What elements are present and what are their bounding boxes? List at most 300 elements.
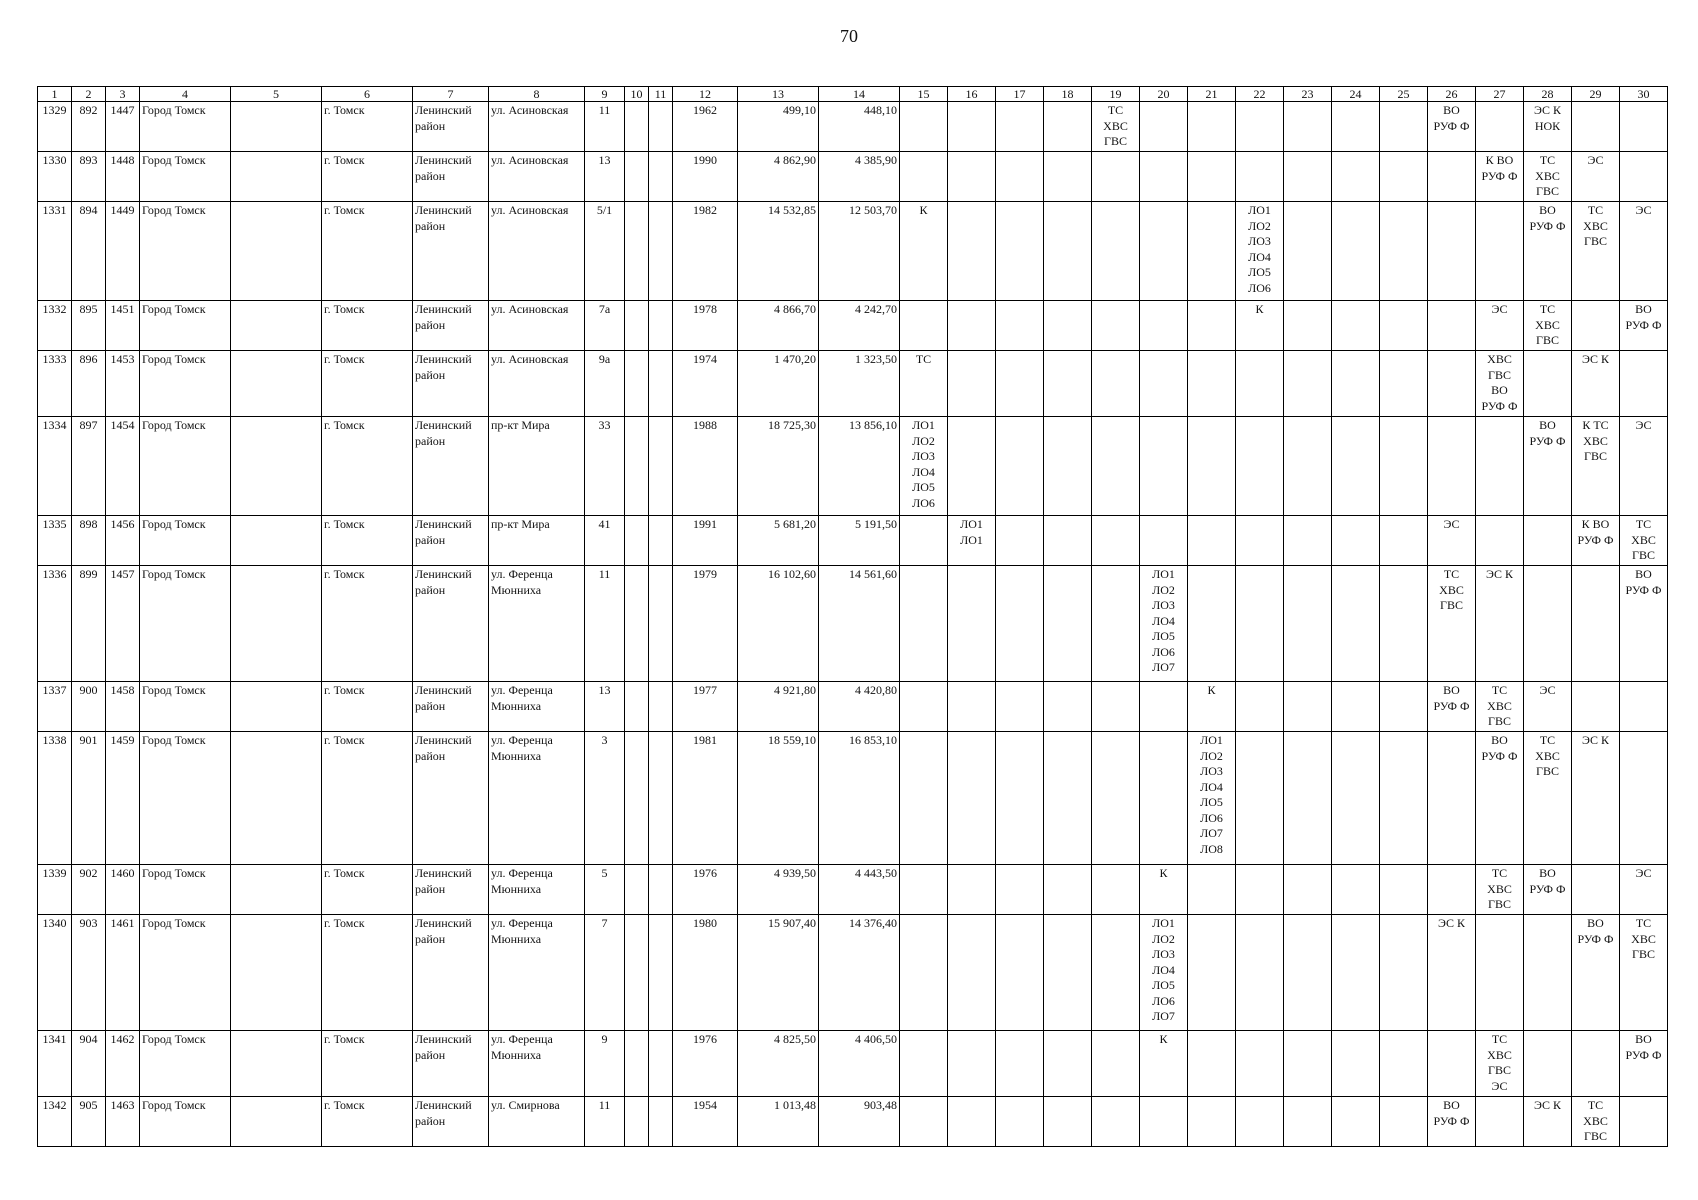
work-period-column-18-cell bbox=[1044, 417, 1092, 516]
work-period-column-17-cell bbox=[996, 682, 1044, 732]
work-period-column-15-cell bbox=[900, 1031, 948, 1097]
municipality-cell: Город Томск bbox=[140, 351, 231, 417]
total-area-cell: 1 470,20 bbox=[738, 351, 819, 417]
settlement-cell: г. Томск bbox=[322, 682, 413, 732]
work-period-column-26-cell: ВО РУФ Ф bbox=[1428, 1097, 1476, 1147]
district-cell: Ленинский район bbox=[413, 865, 489, 915]
total-area-cell: 5 681,20 bbox=[738, 516, 819, 566]
row-number-cell: 1342 bbox=[38, 1097, 72, 1147]
work-period-column-23-cell bbox=[1284, 202, 1332, 301]
work-period-column-29-cell bbox=[1572, 301, 1620, 351]
table-row bbox=[38, 1031, 1668, 1097]
living-area-cell: 4 385,90 bbox=[819, 152, 900, 202]
record-number-cell: 1461 bbox=[106, 915, 140, 1031]
column-number-30: 30 bbox=[1620, 87, 1668, 102]
work-period-column-22-cell bbox=[1236, 417, 1284, 516]
work-period-column-26-cell bbox=[1428, 152, 1476, 202]
work-period-column-26-cell bbox=[1428, 865, 1476, 915]
work-period-column-20-cell bbox=[1140, 682, 1188, 732]
row-number-cell: 1332 bbox=[38, 301, 72, 351]
row-number-cell: 1341 bbox=[38, 1031, 72, 1097]
work-period-column-17-cell bbox=[996, 417, 1044, 516]
column-number-17: 17 bbox=[996, 87, 1044, 102]
record-number-cell: 1451 bbox=[106, 301, 140, 351]
column-10-cell bbox=[625, 1097, 649, 1147]
work-period-column-15-cell: К bbox=[900, 202, 948, 301]
street-cell: ул. Ференца Мюнниха bbox=[489, 682, 585, 732]
work-period-column-18-cell bbox=[1044, 915, 1092, 1031]
work-period-column-19-cell bbox=[1092, 301, 1140, 351]
work-period-column-23-cell bbox=[1284, 301, 1332, 351]
street-cell: ул. Асиновская bbox=[489, 102, 585, 152]
column-10-cell bbox=[625, 102, 649, 152]
settlement-cell: г. Томск bbox=[322, 1031, 413, 1097]
column-number-5: 5 bbox=[231, 87, 322, 102]
work-period-column-15-cell bbox=[900, 516, 948, 566]
work-period-column-18-cell bbox=[1044, 682, 1092, 732]
work-period-column-19-cell bbox=[1092, 516, 1140, 566]
living-area-cell: 4 406,50 bbox=[819, 1031, 900, 1097]
living-area-cell: 1 323,50 bbox=[819, 351, 900, 417]
record-number-cell: 1457 bbox=[106, 566, 140, 682]
work-period-column-21-cell bbox=[1188, 566, 1236, 682]
work-period-column-16-cell bbox=[948, 732, 996, 865]
district-cell: Ленинский район bbox=[413, 301, 489, 351]
work-period-column-25-cell bbox=[1380, 1031, 1428, 1097]
column-number-20: 20 bbox=[1140, 87, 1188, 102]
work-period-column-20-cell bbox=[1140, 417, 1188, 516]
work-period-column-17-cell bbox=[996, 152, 1044, 202]
column-11-cell bbox=[649, 682, 673, 732]
work-period-column-18-cell bbox=[1044, 1031, 1092, 1097]
work-period-column-19-cell bbox=[1092, 152, 1140, 202]
work-period-column-17-cell bbox=[996, 865, 1044, 915]
column-5-cell bbox=[231, 915, 322, 1031]
column-11-cell bbox=[649, 102, 673, 152]
work-period-column-23-cell bbox=[1284, 516, 1332, 566]
work-period-column-16-cell bbox=[948, 152, 996, 202]
work-period-column-28-cell: ТС ХВС ГВС bbox=[1524, 301, 1572, 351]
work-period-column-28-cell: ВО РУФ Ф bbox=[1524, 865, 1572, 915]
work-period-column-19-cell bbox=[1092, 1031, 1140, 1097]
work-period-column-27-cell: ТС ХВС ГВС bbox=[1476, 682, 1524, 732]
municipality-cell: Город Томск bbox=[140, 301, 231, 351]
work-period-column-18-cell bbox=[1044, 1097, 1092, 1147]
work-period-column-22-cell bbox=[1236, 516, 1284, 566]
work-period-column-19-cell bbox=[1092, 417, 1140, 516]
building-number-cell: 893 bbox=[72, 152, 106, 202]
work-period-column-29-cell: ЭС bbox=[1572, 152, 1620, 202]
record-number-cell: 1447 bbox=[106, 102, 140, 152]
district-cell: Ленинский район bbox=[413, 566, 489, 682]
work-period-column-23-cell bbox=[1284, 1031, 1332, 1097]
work-period-column-29-cell bbox=[1572, 1031, 1620, 1097]
work-period-column-20-cell: ЛО1 ЛО2 ЛО3 ЛО4 ЛО5 ЛО6 ЛО7 bbox=[1140, 915, 1188, 1031]
work-period-column-26-cell: ЭС К bbox=[1428, 915, 1476, 1031]
work-period-column-22-cell bbox=[1236, 566, 1284, 682]
total-area-cell: 1 013,48 bbox=[738, 1097, 819, 1147]
municipality-cell: Город Томск bbox=[140, 152, 231, 202]
work-period-column-30-cell: ТС ХВС ГВС bbox=[1620, 516, 1668, 566]
record-number-cell: 1458 bbox=[106, 682, 140, 732]
work-period-column-24-cell bbox=[1332, 351, 1380, 417]
column-number-4: 4 bbox=[140, 87, 231, 102]
work-period-column-23-cell bbox=[1284, 915, 1332, 1031]
work-period-column-16-cell bbox=[948, 1031, 996, 1097]
year-built-cell: 1988 bbox=[673, 417, 738, 516]
work-period-column-18-cell bbox=[1044, 865, 1092, 915]
work-period-column-27-cell bbox=[1476, 516, 1524, 566]
column-number-28: 28 bbox=[1524, 87, 1572, 102]
year-built-cell: 1979 bbox=[673, 566, 738, 682]
living-area-cell: 12 503,70 bbox=[819, 202, 900, 301]
building-number-cell: 904 bbox=[72, 1031, 106, 1097]
street-cell: ул. Ференца Мюнниха bbox=[489, 915, 585, 1031]
year-built-cell: 1982 bbox=[673, 202, 738, 301]
street-cell: ул. Асиновская bbox=[489, 202, 585, 301]
work-period-column-26-cell bbox=[1428, 301, 1476, 351]
column-10-cell bbox=[625, 516, 649, 566]
total-area-cell: 4 825,50 bbox=[738, 1031, 819, 1097]
work-period-column-19-cell bbox=[1092, 865, 1140, 915]
column-number-11: 11 bbox=[649, 87, 673, 102]
living-area-cell: 14 376,40 bbox=[819, 915, 900, 1031]
column-number-10: 10 bbox=[625, 87, 649, 102]
house-number-cell: 13 bbox=[585, 682, 625, 732]
housing-register-table bbox=[37, 86, 1668, 1147]
column-10-cell bbox=[625, 865, 649, 915]
work-period-column-27-cell bbox=[1476, 915, 1524, 1031]
work-period-column-17-cell bbox=[996, 1031, 1044, 1097]
work-period-column-30-cell bbox=[1620, 1097, 1668, 1147]
page-number: 70 bbox=[840, 26, 858, 46]
work-period-column-16-cell bbox=[948, 865, 996, 915]
work-period-column-28-cell bbox=[1524, 1031, 1572, 1097]
column-5-cell bbox=[231, 516, 322, 566]
work-period-column-29-cell: ТС ХВС ГВС bbox=[1572, 202, 1620, 301]
row-number-cell: 1333 bbox=[38, 351, 72, 417]
work-period-column-27-cell: ТС ХВС ГВС bbox=[1476, 865, 1524, 915]
work-period-column-26-cell: ТС ХВС ГВС bbox=[1428, 566, 1476, 682]
work-period-column-30-cell bbox=[1620, 102, 1668, 152]
year-built-cell: 1954 bbox=[673, 1097, 738, 1147]
table-row bbox=[38, 202, 1668, 301]
year-built-cell: 1978 bbox=[673, 301, 738, 351]
work-period-column-15-cell: ТС bbox=[900, 351, 948, 417]
work-period-column-27-cell bbox=[1476, 417, 1524, 516]
work-period-column-20-cell bbox=[1140, 1097, 1188, 1147]
table-row bbox=[38, 417, 1668, 516]
year-built-cell: 1962 bbox=[673, 102, 738, 152]
building-number-cell: 899 bbox=[72, 566, 106, 682]
column-11-cell bbox=[649, 1031, 673, 1097]
column-10-cell bbox=[625, 417, 649, 516]
work-period-column-24-cell bbox=[1332, 301, 1380, 351]
year-built-cell: 1990 bbox=[673, 152, 738, 202]
street-cell: пр-кт Мира bbox=[489, 417, 585, 516]
work-period-column-26-cell: ВО РУФ Ф bbox=[1428, 102, 1476, 152]
work-period-column-20-cell bbox=[1140, 202, 1188, 301]
work-period-column-29-cell bbox=[1572, 566, 1620, 682]
column-5-cell bbox=[231, 351, 322, 417]
work-period-column-18-cell bbox=[1044, 102, 1092, 152]
living-area-cell: 16 853,10 bbox=[819, 732, 900, 865]
work-period-column-19-cell bbox=[1092, 732, 1140, 865]
work-period-column-27-cell bbox=[1476, 202, 1524, 301]
work-period-column-24-cell bbox=[1332, 102, 1380, 152]
work-period-column-26-cell: ВО РУФ Ф bbox=[1428, 682, 1476, 732]
work-period-column-29-cell bbox=[1572, 865, 1620, 915]
year-built-cell: 1976 bbox=[673, 865, 738, 915]
work-period-column-28-cell: ВО РУФ Ф bbox=[1524, 202, 1572, 301]
work-period-column-21-cell bbox=[1188, 865, 1236, 915]
work-period-column-23-cell bbox=[1284, 417, 1332, 516]
column-10-cell bbox=[625, 566, 649, 682]
work-period-column-16-cell bbox=[948, 682, 996, 732]
street-cell: ул. Асиновская bbox=[489, 301, 585, 351]
column-number-row bbox=[38, 87, 1668, 102]
settlement-cell: г. Томск bbox=[322, 865, 413, 915]
work-period-column-15-cell bbox=[900, 566, 948, 682]
work-period-column-22-cell bbox=[1236, 1031, 1284, 1097]
work-period-column-24-cell bbox=[1332, 417, 1380, 516]
work-period-column-26-cell: ЭС bbox=[1428, 516, 1476, 566]
work-period-column-25-cell bbox=[1380, 516, 1428, 566]
total-area-cell: 14 532,85 bbox=[738, 202, 819, 301]
column-11-cell bbox=[649, 732, 673, 865]
work-period-column-30-cell bbox=[1620, 682, 1668, 732]
work-period-column-30-cell: ЭС bbox=[1620, 865, 1668, 915]
work-period-column-24-cell bbox=[1332, 516, 1380, 566]
house-number-cell: 11 bbox=[585, 1097, 625, 1147]
table-row bbox=[38, 301, 1668, 351]
work-period-column-20-cell bbox=[1140, 516, 1188, 566]
work-period-column-25-cell bbox=[1380, 732, 1428, 865]
housing-register-table-container bbox=[37, 86, 1668, 1147]
work-period-column-28-cell bbox=[1524, 915, 1572, 1031]
column-number-19: 19 bbox=[1092, 87, 1140, 102]
settlement-cell: г. Томск bbox=[322, 351, 413, 417]
row-number-cell: 1330 bbox=[38, 152, 72, 202]
column-5-cell bbox=[231, 301, 322, 351]
work-period-column-24-cell bbox=[1332, 865, 1380, 915]
work-period-column-27-cell: ЭС bbox=[1476, 301, 1524, 351]
total-area-cell: 16 102,60 bbox=[738, 566, 819, 682]
street-cell: ул. Ференца Мюнниха bbox=[489, 1031, 585, 1097]
work-period-column-30-cell bbox=[1620, 351, 1668, 417]
work-period-column-27-cell: ТС ХВС ГВС ЭС bbox=[1476, 1031, 1524, 1097]
settlement-cell: г. Томск bbox=[322, 732, 413, 865]
row-number-cell: 1336 bbox=[38, 566, 72, 682]
district-cell: Ленинский район bbox=[413, 732, 489, 865]
column-number-25: 25 bbox=[1380, 87, 1428, 102]
work-period-column-20-cell: К bbox=[1140, 1031, 1188, 1097]
district-cell: Ленинский район bbox=[413, 202, 489, 301]
municipality-cell: Город Томск bbox=[140, 202, 231, 301]
house-number-cell: 9а bbox=[585, 351, 625, 417]
house-number-cell: 41 bbox=[585, 516, 625, 566]
building-number-cell: 903 bbox=[72, 915, 106, 1031]
work-period-column-20-cell bbox=[1140, 732, 1188, 865]
work-period-column-25-cell bbox=[1380, 102, 1428, 152]
row-number-cell: 1335 bbox=[38, 516, 72, 566]
column-number-9: 9 bbox=[585, 87, 625, 102]
column-number-24: 24 bbox=[1332, 87, 1380, 102]
work-period-column-19-cell: ТС ХВС ГВС bbox=[1092, 102, 1140, 152]
house-number-cell: 33 bbox=[585, 417, 625, 516]
column-5-cell bbox=[231, 152, 322, 202]
work-period-column-18-cell bbox=[1044, 301, 1092, 351]
column-10-cell bbox=[625, 732, 649, 865]
settlement-cell: г. Томск bbox=[322, 566, 413, 682]
work-period-column-24-cell bbox=[1332, 152, 1380, 202]
column-10-cell bbox=[625, 1031, 649, 1097]
work-period-column-18-cell bbox=[1044, 202, 1092, 301]
year-built-cell: 1974 bbox=[673, 351, 738, 417]
table-row bbox=[38, 102, 1668, 152]
work-period-column-18-cell bbox=[1044, 516, 1092, 566]
work-period-column-30-cell: ЭС bbox=[1620, 202, 1668, 301]
house-number-cell: 5 bbox=[585, 865, 625, 915]
street-cell: пр-кт Мира bbox=[489, 516, 585, 566]
work-period-column-15-cell: ЛО1 ЛО2 ЛО3 ЛО4 ЛО5 ЛО6 bbox=[900, 417, 948, 516]
work-period-column-29-cell: ЭС К bbox=[1572, 732, 1620, 865]
work-period-column-22-cell: К bbox=[1236, 301, 1284, 351]
column-number-1: 1 bbox=[38, 87, 72, 102]
column-10-cell bbox=[625, 682, 649, 732]
work-period-column-30-cell bbox=[1620, 152, 1668, 202]
work-period-column-22-cell bbox=[1236, 865, 1284, 915]
work-period-column-19-cell bbox=[1092, 202, 1140, 301]
work-period-column-18-cell bbox=[1044, 566, 1092, 682]
work-period-column-23-cell bbox=[1284, 865, 1332, 915]
row-number-cell: 1329 bbox=[38, 102, 72, 152]
row-number-cell: 1334 bbox=[38, 417, 72, 516]
work-period-column-17-cell bbox=[996, 102, 1044, 152]
column-5-cell bbox=[231, 682, 322, 732]
street-cell: ул. Смирнова bbox=[489, 1097, 585, 1147]
street-cell: ул. Асиновская bbox=[489, 351, 585, 417]
table-row bbox=[38, 566, 1668, 682]
work-period-column-22-cell: ЛО1 ЛО2 ЛО3 ЛО4 ЛО5 ЛО6 bbox=[1236, 202, 1284, 301]
column-5-cell bbox=[231, 732, 322, 865]
column-11-cell bbox=[649, 301, 673, 351]
column-10-cell bbox=[625, 915, 649, 1031]
work-period-column-20-cell: ЛО1 ЛО2 ЛО3 ЛО4 ЛО5 ЛО6 ЛО7 bbox=[1140, 566, 1188, 682]
work-period-column-16-cell bbox=[948, 1097, 996, 1147]
work-period-column-21-cell bbox=[1188, 915, 1236, 1031]
record-number-cell: 1459 bbox=[106, 732, 140, 865]
municipality-cell: Город Томск bbox=[140, 566, 231, 682]
year-built-cell: 1977 bbox=[673, 682, 738, 732]
record-number-cell: 1460 bbox=[106, 865, 140, 915]
work-period-column-20-cell bbox=[1140, 102, 1188, 152]
column-number-27: 27 bbox=[1476, 87, 1524, 102]
building-number-cell: 896 bbox=[72, 351, 106, 417]
work-period-column-30-cell: ВО РУФ Ф bbox=[1620, 301, 1668, 351]
work-period-column-25-cell bbox=[1380, 202, 1428, 301]
work-period-column-15-cell bbox=[900, 865, 948, 915]
work-period-column-28-cell bbox=[1524, 516, 1572, 566]
work-period-column-29-cell: К ТС ХВС ГВС bbox=[1572, 417, 1620, 516]
work-period-column-25-cell bbox=[1380, 915, 1428, 1031]
building-number-cell: 897 bbox=[72, 417, 106, 516]
living-area-cell: 903,48 bbox=[819, 1097, 900, 1147]
column-number-12: 12 bbox=[673, 87, 738, 102]
work-period-column-17-cell bbox=[996, 1097, 1044, 1147]
settlement-cell: г. Томск bbox=[322, 1097, 413, 1147]
work-period-column-24-cell bbox=[1332, 732, 1380, 865]
column-5-cell bbox=[231, 202, 322, 301]
column-number-6: 6 bbox=[322, 87, 413, 102]
work-period-column-21-cell bbox=[1188, 202, 1236, 301]
column-number-8: 8 bbox=[489, 87, 585, 102]
table-row bbox=[38, 732, 1668, 865]
work-period-column-21-cell bbox=[1188, 1031, 1236, 1097]
work-period-column-15-cell bbox=[900, 732, 948, 865]
work-period-column-19-cell bbox=[1092, 1097, 1140, 1147]
row-number-cell: 1331 bbox=[38, 202, 72, 301]
work-period-column-26-cell bbox=[1428, 417, 1476, 516]
settlement-cell: г. Томск bbox=[322, 516, 413, 566]
work-period-column-15-cell bbox=[900, 152, 948, 202]
settlement-cell: г. Томск bbox=[322, 152, 413, 202]
house-number-cell: 13 bbox=[585, 152, 625, 202]
column-5-cell bbox=[231, 1031, 322, 1097]
work-period-column-17-cell bbox=[996, 516, 1044, 566]
work-period-column-27-cell: ЭС К bbox=[1476, 566, 1524, 682]
municipality-cell: Город Томск bbox=[140, 1031, 231, 1097]
column-number-18: 18 bbox=[1044, 87, 1092, 102]
work-period-column-23-cell bbox=[1284, 682, 1332, 732]
work-period-column-19-cell bbox=[1092, 566, 1140, 682]
column-10-cell bbox=[625, 301, 649, 351]
work-period-column-22-cell bbox=[1236, 102, 1284, 152]
table-row bbox=[38, 682, 1668, 732]
column-number-13: 13 bbox=[738, 87, 819, 102]
work-period-column-27-cell: ХВС ГВС ВО РУФ Ф bbox=[1476, 351, 1524, 417]
district-cell: Ленинский район bbox=[413, 516, 489, 566]
building-number-cell: 900 bbox=[72, 682, 106, 732]
column-10-cell bbox=[625, 152, 649, 202]
year-built-cell: 1981 bbox=[673, 732, 738, 865]
table-header bbox=[38, 87, 1668, 102]
column-10-cell bbox=[625, 351, 649, 417]
work-period-column-23-cell bbox=[1284, 351, 1332, 417]
work-period-column-30-cell bbox=[1620, 732, 1668, 865]
record-number-cell: 1462 bbox=[106, 1031, 140, 1097]
settlement-cell: г. Томск bbox=[322, 102, 413, 152]
total-area-cell: 4 921,80 bbox=[738, 682, 819, 732]
table-row bbox=[38, 915, 1668, 1031]
work-period-column-29-cell: ЭС К bbox=[1572, 351, 1620, 417]
work-period-column-21-cell: К bbox=[1188, 682, 1236, 732]
table-row bbox=[38, 1097, 1668, 1147]
district-cell: Ленинский район bbox=[413, 915, 489, 1031]
living-area-cell: 14 561,60 bbox=[819, 566, 900, 682]
work-period-column-30-cell: ЭС bbox=[1620, 417, 1668, 516]
work-period-column-25-cell bbox=[1380, 152, 1428, 202]
table-row bbox=[38, 351, 1668, 417]
work-period-column-25-cell bbox=[1380, 865, 1428, 915]
work-period-column-27-cell: К ВО РУФ Ф bbox=[1476, 152, 1524, 202]
work-period-column-19-cell bbox=[1092, 915, 1140, 1031]
year-built-cell: 1976 bbox=[673, 1031, 738, 1097]
column-11-cell bbox=[649, 351, 673, 417]
work-period-column-16-cell bbox=[948, 202, 996, 301]
municipality-cell: Город Томск bbox=[140, 1097, 231, 1147]
column-11-cell bbox=[649, 202, 673, 301]
